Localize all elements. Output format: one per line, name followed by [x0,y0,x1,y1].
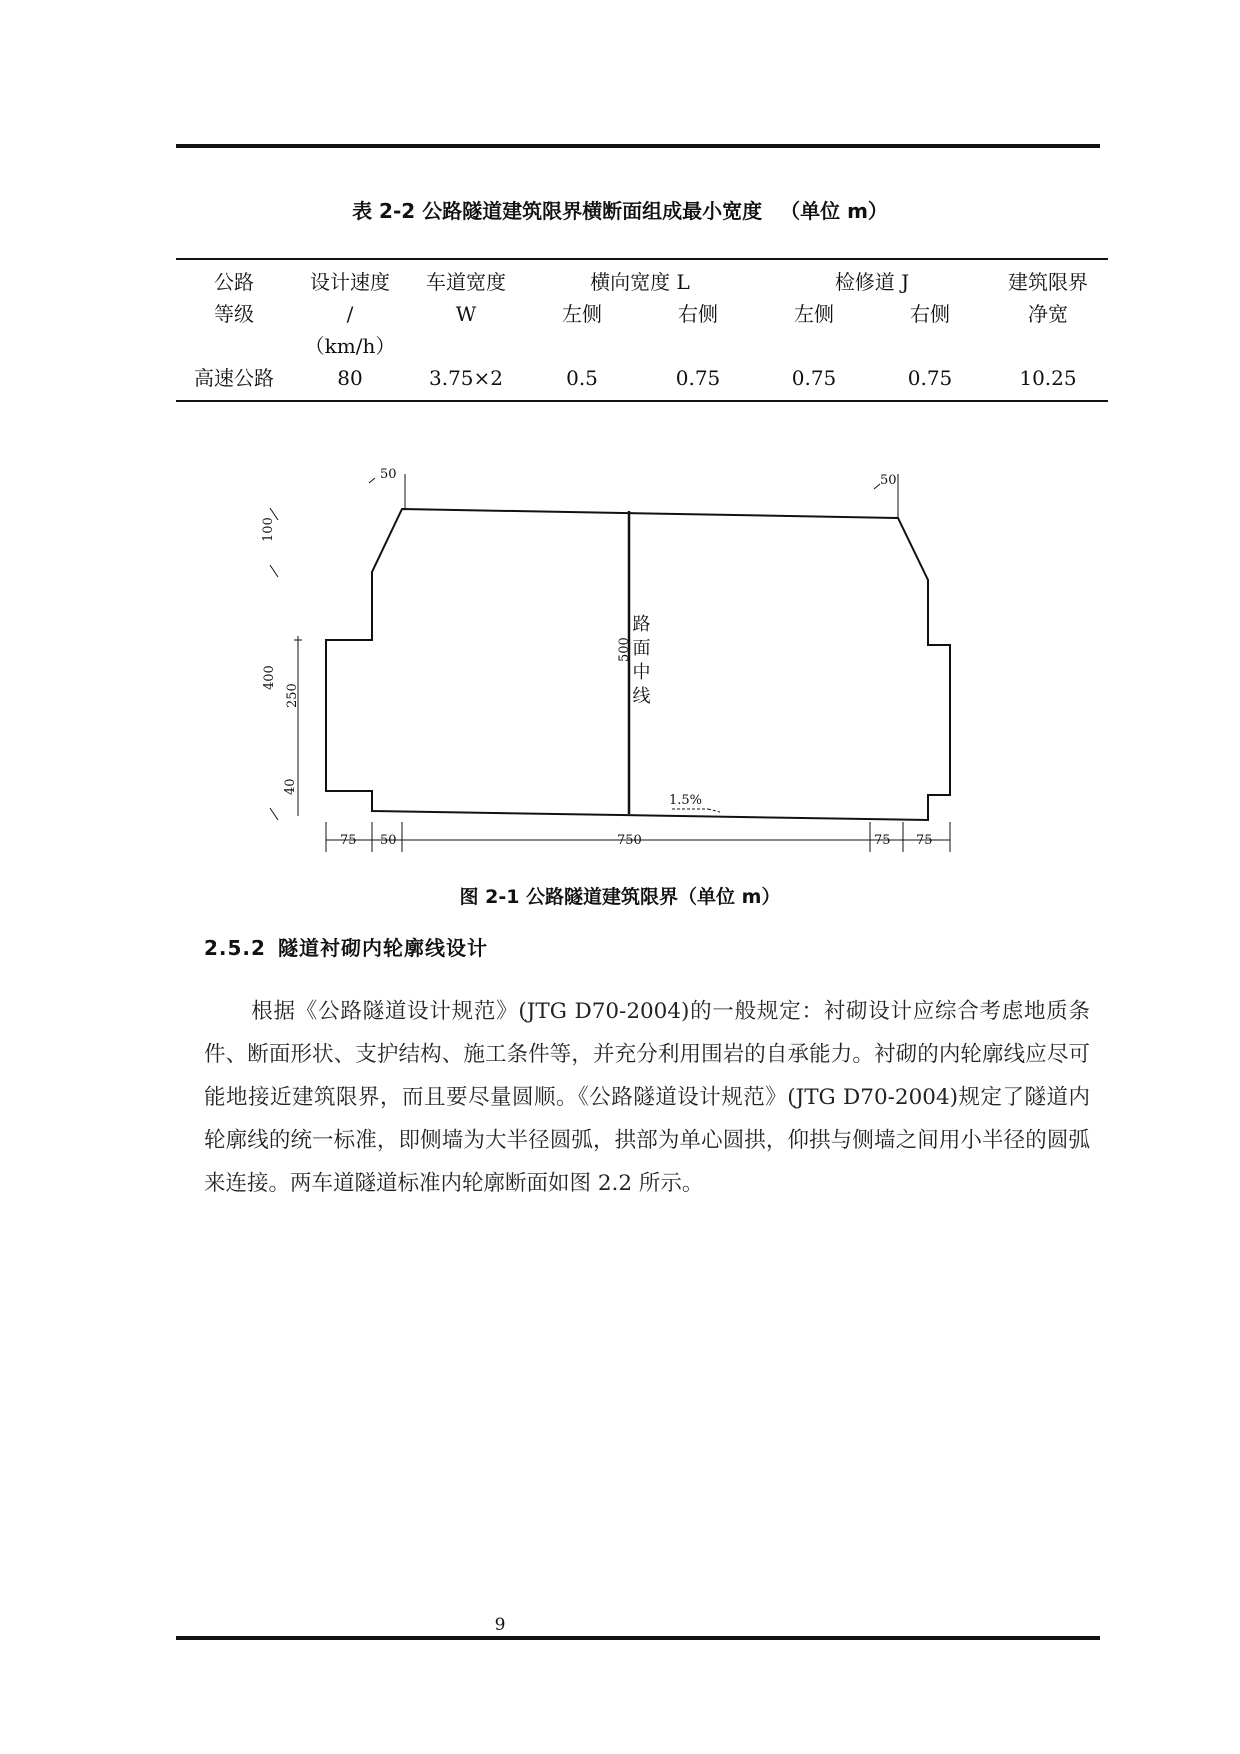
header-lane-2: W [455,302,477,326]
body-paragraph: 根据《公路隧道设计规范》(JTG D70-2004)的一般规定：衬砌设计应综合考虑地质条件、断面形状、支护结构、施工条件等，并充分利用围岩的自承能力。衬砌的内轮廓线应尽可能地接近建筑限界，而且要尽量圆顺。《公路隧道设计规范》(JTG D70-2004)规定了隧道内轮廓线的统一标准，即侧墙为大半径圆弧，拱部为单心圆拱，仰拱与侧墙之间用小半径的圆弧来连接。两车道隧道标准内轮廓断面如图 2.2 所示。 [204,999,1090,1196]
table-caption-text: 表 2-2 公路隧道建筑限界横断面组成最小宽度 [352,199,763,223]
cell-clearance: 10.25 [988,362,1108,401]
dim-bottom-3: 75 [874,833,891,848]
cell-lateral-right: 0.75 [640,362,756,401]
header-lateral-right: 右侧 [678,302,718,326]
cell-speed: 80 [292,362,408,401]
header-clearance: 建筑限界 [988,259,1108,298]
dim-left-upper: 100 [261,517,276,542]
figure-caption: 图 2-1 公路隧道建筑限界（单位 m） [459,886,781,908]
dim-bottom-4: 75 [916,833,933,848]
slope-marker [672,809,720,812]
cell-walkway-left: 0.75 [756,362,872,401]
dim-bottom-1: 50 [380,833,397,848]
section-title: 隧道衬砌内轮廓线设计 [277,936,488,960]
centerline-label: 路面中线 [629,614,651,710]
dim-left-mid: 250 [285,683,300,708]
cell-grade: 高速公路 [176,362,292,401]
dim-slope: 1.5% [669,793,703,808]
section-number: 2.5.2 [204,936,266,960]
header-grade: 公路 [176,259,292,298]
header-speed-2: / [346,302,354,326]
cell-walkway-right: 0.75 [872,362,988,401]
header-walkway: 检修道 J [756,259,988,298]
header-lateral: 横向宽度 L [524,259,756,298]
header-lateral-left: 左侧 [562,302,602,326]
header-grade-2: 等级 [214,302,254,326]
header-speed-unit: （km/h） [304,334,396,358]
dim-top-left: 50 [380,467,397,482]
dim-height: 500 [617,637,632,662]
dim-bottom-0: 75 [340,833,357,848]
footer-rule [176,1636,1100,1640]
header-walkway-right: 右侧 [910,302,950,326]
dim-left-total: 400 [262,665,277,690]
cell-lane: 3.75×2 [408,362,524,401]
dim-top-right: 50 [880,473,897,488]
table-caption-unit: （单位 m） [780,199,888,223]
page-number: 9 [494,1615,506,1635]
header-clearance-2: 净宽 [1028,302,1068,326]
header-speed: 设计速度 [292,259,408,298]
cell-lateral-left: 0.5 [524,362,640,401]
header-walkway-left: 左侧 [794,302,834,326]
header-lane: 车道宽度 [408,259,524,298]
dim-bottom-2: 750 [617,833,642,848]
section-heading [204,932,488,961]
dim-left-lower: 40 [283,778,298,795]
